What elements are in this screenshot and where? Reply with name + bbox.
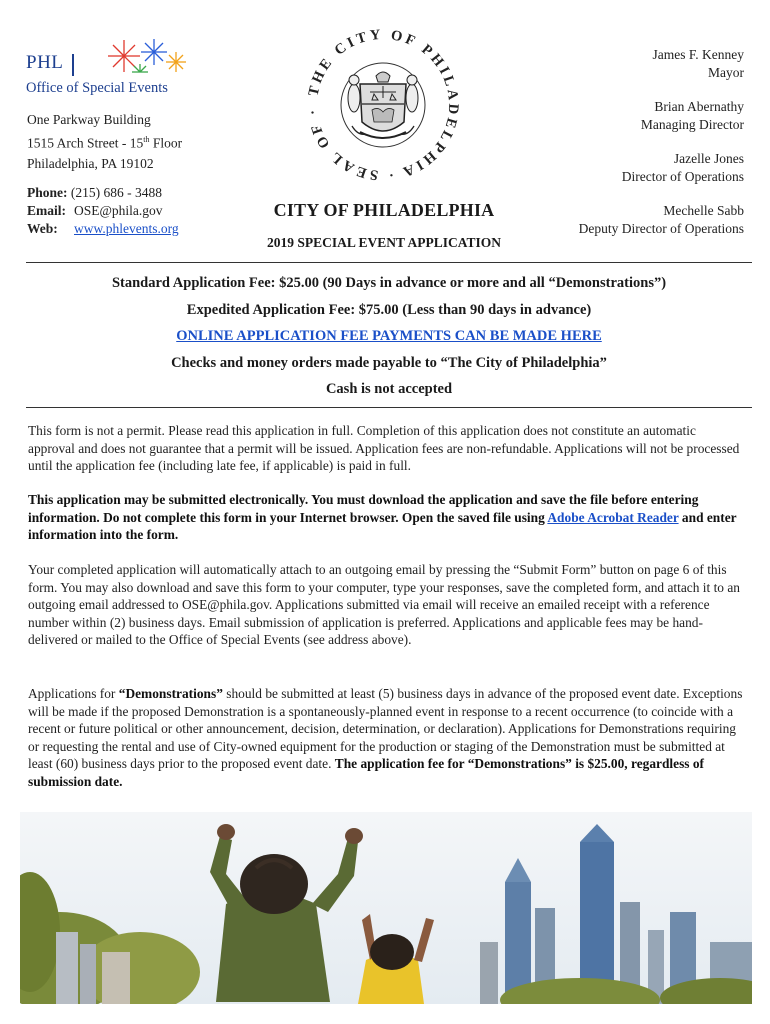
address-line-3: Philadelphia, PA 19102	[27, 155, 154, 171]
paragraph-email-submission: Your completed application will automatically attach to an outgoing email by pressing the “Submit Form” button on page 6 of this form. You may also download and save this form to your computer, type your responses, save the completed form, and attach it to an outgoing email addressed to OSE@phila.gov. Applications submitted via email will receive an emailed receipt with a reference number within (2) business days. Email submission of application is preferred. Applications and applicable fees may be hand-delivered or mailed to the Office of Special Events (see address above).	[28, 562, 740, 647]
phone-row	[27, 184, 179, 202]
paragraph-demonstrations: Applications for “Demonstrations” should be submitted at least (5) business days in advance of the proposed event date. Exceptions will be made if the proposed Demonstration is a spontaneously-planned event in response to a recent occurrence (to coincide with a recent or future political or other announcement, decision, determination, or declaration). Applications for Demonstrations requiring or requesting the rental and use of City-owned equipment for the production or staging of the Demonstration must be submitted at least (60) business days prior to the proposed event date. The application fee for “Demonstrations” is $25.00, regardless of submission date.	[28, 686, 743, 789]
official-director-operations	[579, 150, 744, 186]
officials-list	[579, 46, 744, 254]
email-value: OSE@phila.gov	[74, 203, 163, 218]
office-logo	[24, 38, 194, 100]
application-title: 2019 SPECIAL EVENT APPLICATION	[267, 235, 501, 250]
official-managing-director	[579, 98, 744, 134]
official-title: Deputy Director of Operations	[578, 221, 744, 236]
page-title: CITY OF PHILADELPHIA	[273, 200, 495, 220]
fireworks-icon	[96, 34, 192, 84]
email-label: Email:	[27, 203, 66, 218]
address-line-2: 1515 Arch Street - 15th Floor	[27, 135, 183, 151]
website-link[interactable]: www.phlevents.org	[74, 221, 179, 236]
official-title: Director of Operations	[621, 169, 744, 184]
office-address	[27, 110, 182, 174]
checks-note: Checks and money orders made payable to “The City of Philadelphia”	[171, 354, 607, 371]
logo-divider	[72, 54, 74, 76]
address-line-1: One Parkway Building	[27, 112, 151, 127]
expedited-fee: Expedited Application Fee: $75.00 (Less than 90 days in advance)	[186, 301, 592, 318]
email-row	[27, 202, 179, 220]
official-name: Mechelle Sabb	[663, 203, 744, 218]
web-label: Web:	[27, 221, 58, 236]
official-title: Managing Director	[640, 117, 744, 132]
divider-fees	[26, 407, 752, 408]
official-mayor	[579, 46, 744, 82]
acrobat-reader-link[interactable]: Adobe Acrobat Reader	[547, 509, 679, 525]
official-name: Jazelle Jones	[673, 151, 744, 166]
official-deputy-director	[579, 202, 744, 238]
official-title: Mayor	[708, 65, 744, 80]
logo-office-name: Office of Special Events	[26, 80, 168, 96]
phone-value: (215) 686 - 3488	[70, 185, 162, 200]
skyline-photo	[20, 812, 752, 1004]
standard-fee: Standard Application Fee: $25.00 (90 Days in advance or more and all “Demonstrations”)	[111, 275, 667, 291]
logo-brand: PHL	[26, 52, 64, 73]
city-seal-icon	[300, 22, 466, 188]
web-row	[27, 220, 179, 238]
cash-note: Cash is not accepted	[325, 381, 453, 397]
official-name: Brian Abernathy	[654, 99, 744, 114]
fee-section	[26, 270, 752, 403]
phone-label: Phone:	[27, 185, 68, 200]
contact-info	[27, 184, 179, 238]
paragraph-disclaimer: This form is not a permit. Please read this application in full. Completion of this application does not constitute an automatic approval and does not guarantee that a permit will be issued. Application fees are non-refundable. Applications will not be processed until the application fee (including late fee, if applicable) is paid in full.	[28, 423, 740, 473]
paragraph-electronic-submission: This application may be submitted electronically. You must download the application and save the file before entering information. Do not complete this form in your Internet browser. Open the saved file using Adobe Acrobat Reader and enter information into the form.	[28, 492, 737, 542]
divider-top	[26, 262, 752, 263]
svg-text:THE CITY OF PHILADELPHIA · SEA: THE CITY OF PHILADELPHIA · SEAL OF ·	[304, 26, 462, 184]
online-payment-link[interactable]: ONLINE APPLICATION FEE PAYMENTS CAN BE MADE HERE	[176, 328, 602, 344]
official-name: James F. Kenney	[652, 47, 744, 62]
